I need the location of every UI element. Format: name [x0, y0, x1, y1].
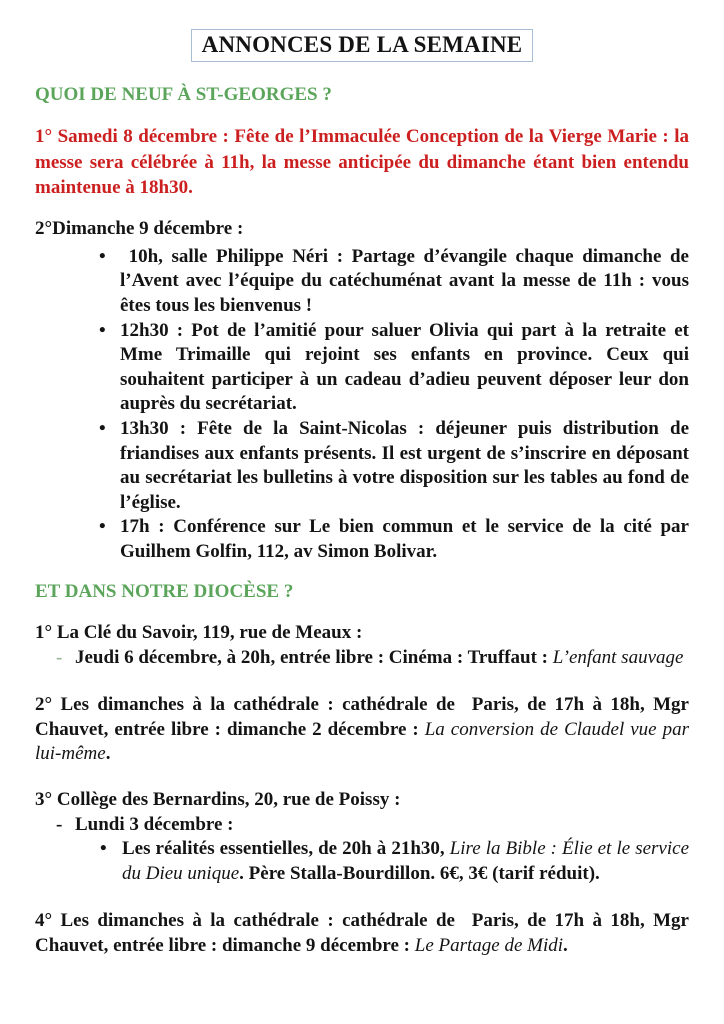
dash-marker: - [56, 646, 63, 668]
bullet-text-12h30: 12h30 : Pot de l’amitié pour saluer Olivia qui part à la retraite et Mme Trimaille qui rejoint ses enfants en province. Ceux qui souhaitent participer à un cadeau d’adieu peuvent déposer leur don auprès du secrétariat. [120, 319, 689, 415]
diocese-item-1-heading: 1° La Clé du Savoir, 119, rue de Meaux : [35, 622, 363, 644]
diocese-item-4 [35, 909, 689, 958]
diocese-item-1-lead: Jeudi 6 décembre, à 20h, entrée libre : Cinéma : Truffaut : [75, 646, 553, 668]
diocese-item-2-talk-title: La conversion de Claudel vue par lui-même [35, 718, 690, 765]
diocese-item-3-tail: . Père Stalla-Bourdillon. 6€, 3€ (tarif réduit). [239, 862, 600, 884]
diocese-item-2 [35, 693, 689, 767]
bullet-list [35, 245, 689, 565]
bullet-item-13h30 [35, 417, 689, 515]
diocese-item-3-course-title: Lire la Bible : Élie et le service du Dieu unique [122, 838, 689, 884]
diocese-item-3-bullet [35, 837, 689, 886]
page-title: ANNONCES DE LA SEMAINE [201, 32, 523, 57]
diocese-item-4-tail: . [563, 935, 568, 957]
bullet-item-10h [35, 245, 689, 319]
bullet-marker: • [100, 838, 107, 860]
diocese-item-3-lead: Les réalités essentielles, de 20h à 21h30, [122, 838, 450, 860]
title-row [35, 29, 689, 62]
diocese-item-4-lead: 4° Les dimanches à la cathédrale : cathédrale de Paris, de 17h à 18h, Mgr Chauvet, entrée libre : dimanche 9 décembre : [35, 910, 689, 957]
diocese-item-1-entry [35, 646, 689, 671]
diocese-item-2-lead: 2° Les dimanches à la cathédrale : cathédrale de Paris, de 17h à 18h, Mgr Chauvet, entrée libre : dimanche 2 décembre : [35, 694, 689, 740]
bullet-text-10h: 10h, salle Philippe Néri : Partage d’évangile chaque dimanche de l’Avent avec l’équipe du catéchuménat avant la messe de 11h : vous êtes tous les bienvenus ! [120, 245, 689, 316]
diocese-item-4-talk-title: Le Partage de Midi [414, 935, 564, 957]
diocese-item-3-date: Lundi 3 décembre : [75, 813, 234, 835]
diocese-item-3-heading: 3° Collège des Bernardins, 20, rue de Poissy : [35, 789, 401, 811]
diocese-item-3-entry [35, 813, 689, 838]
bullet-marker: • [99, 245, 106, 267]
diocese-item-2-tail: . [105, 743, 111, 765]
bullet-item-17h [35, 515, 689, 564]
bullet-item-12h30 [35, 319, 689, 417]
diocese-item-3-text [122, 837, 689, 886]
dash-marker: - [56, 813, 63, 835]
bullet-text-17h: 17h : Conférence sur Le bien commun et le service de la cité par Guilhem Golfin, 112, av Simon Bolivar. [120, 516, 689, 562]
bullet-marker: • [99, 319, 106, 341]
section-heading-diocese: ET DANS NOTRE DIOCÈSE ? [35, 580, 294, 602]
diocese-item-1-text [75, 646, 689, 671]
diocese-item-1-film-title: L’enfant sauvage [552, 646, 684, 668]
page-title-box [191, 29, 534, 62]
bullet-marker: • [99, 516, 106, 538]
bullet-text-13h30: 13h30 : Fête de la Saint-Nicolas : déjeuner puis distribution de friandises aux enfants présents. Il est urgent de s’inscrire en déposant au secrétariat les bulletins à votre disposition sur les tables au fond de l’église. [120, 417, 689, 513]
bullet-marker: • [99, 417, 106, 439]
announcement-2-heading: 2°Dimanche 9 décembre : [35, 218, 244, 240]
announcement-1: 1° Samedi 8 décembre : Fête de l’Immaculée Conception de la Vierge Marie : la messe sera célébrée à 11h, la messe anticipée du dimanche étant bien entendu maintenue à 18h30. [35, 125, 689, 199]
section-heading-st-georges: QUOI DE NEUF À ST-GEORGES ? [35, 84, 332, 106]
